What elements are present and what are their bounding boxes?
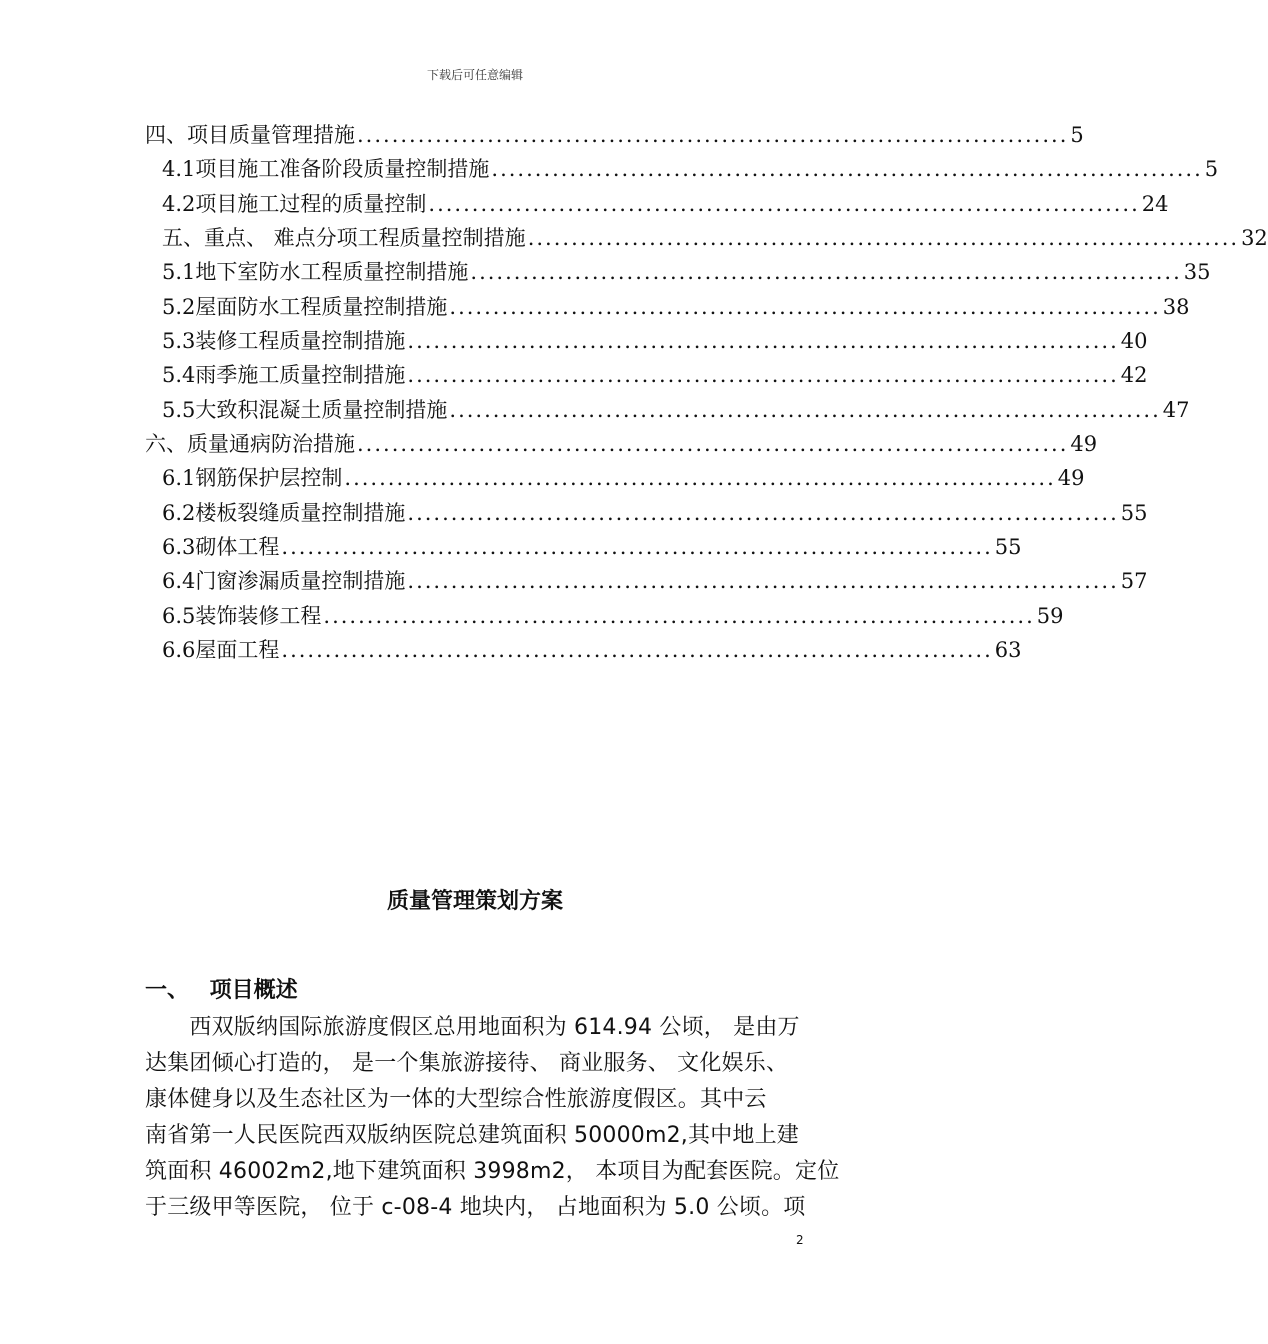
toc-number: 6.1	[162, 466, 196, 490]
toc-title: 楼板裂缝质量控制措施	[195, 501, 406, 525]
toc-page: 32	[1241, 226, 1268, 250]
toc-number: 5.3	[162, 329, 196, 353]
body-paragraph	[145, 1010, 840, 1226]
toc-title: 项目质量管理措施	[187, 123, 355, 147]
toc-leader: ..................................................................................	[428, 192, 1140, 216]
toc-title: 重点、 难点分项工程质量控制措施	[204, 226, 526, 250]
toc-entry[interactable]	[162, 601, 1064, 631]
section-title: 项目概述	[209, 978, 298, 1003]
toc-title: 屋面防水工程质量控制措施	[195, 295, 448, 319]
toc-number: 6.4	[162, 569, 196, 593]
toc-page: 55	[1120, 501, 1148, 525]
toc-title: 项目施工过程的质量控制	[195, 192, 427, 216]
toc-entry[interactable]	[162, 498, 1148, 528]
toc-number: 六、	[145, 432, 187, 456]
toc-title: 地下室防水工程质量控制措施	[195, 260, 469, 284]
page-number: 2	[796, 1233, 804, 1247]
toc-number: 5.2	[162, 295, 196, 319]
toc-number: 6.2	[162, 501, 196, 525]
toc-title: 项目施工准备阶段质量控制措施	[195, 157, 490, 181]
toc-leader: ..................................................................................	[357, 432, 1069, 456]
document-title: 质量管理策划方案	[386, 889, 563, 914]
toc-title: 砌体工程	[195, 535, 280, 559]
toc-page: 5	[1070, 123, 1084, 147]
toc-number: 5.4	[162, 363, 196, 387]
toc-number: 5.1	[162, 260, 196, 284]
toc-leader: ..................................................................................	[527, 226, 1240, 250]
toc-page: 59	[1036, 604, 1064, 628]
body-line: 筑面积 46002m2,地下建筑面积 3998m2， 本项目为配套医院。定位	[145, 1159, 840, 1184]
toc-number: 6.6	[162, 638, 196, 662]
toc-title: 装饰装修工程	[195, 604, 322, 628]
toc-page: 55	[994, 535, 1022, 559]
toc-number: 5.5	[162, 398, 196, 422]
toc-number: 4.1	[162, 157, 196, 181]
toc-leader: ..................................................................................	[344, 466, 1056, 490]
toc-number: 6.3	[162, 535, 196, 559]
toc-title: 大致积混凝土质量控制措施	[195, 398, 448, 422]
toc-leader: ..................................................................................	[449, 398, 1161, 422]
toc-entry[interactable]	[145, 429, 1098, 459]
header-note: 下载后可任意编辑	[426, 68, 523, 82]
toc-page: 42	[1120, 363, 1148, 387]
toc-page: 38	[1162, 295, 1190, 319]
toc-title: 门窗渗漏质量控制措施	[195, 569, 406, 593]
toc-entry[interactable]	[162, 257, 1211, 287]
toc-number: 五、	[162, 226, 204, 250]
section-number: 一、	[145, 978, 190, 1003]
toc-page: 49	[1057, 466, 1085, 490]
toc-title: 装修工程质量控制措施	[195, 329, 406, 353]
toc-leader: ..................................................................................	[407, 329, 1119, 353]
toc-leader: ..................................................................................	[407, 363, 1119, 387]
toc-entry[interactable]	[162, 326, 1148, 356]
body-line: 西双版纳国际旅游度假区总用地面积为 614.94 公顷， 是由万	[145, 1015, 800, 1040]
toc-entry[interactable]	[162, 360, 1148, 390]
toc-number: 6.5	[162, 604, 196, 628]
body-line: 于三级甲等医院， 位于 c-08-4 地块内， 占地面积为 5.0 公顷。项	[145, 1195, 806, 1220]
toc-entry[interactable]	[162, 635, 1022, 665]
toc-entry[interactable]	[162, 566, 1148, 596]
toc-leader: ..................................................................................	[323, 604, 1035, 628]
toc-page: 57	[1120, 569, 1148, 593]
toc-entry[interactable]	[145, 120, 1084, 150]
toc-title: 质量通病防治措施	[187, 432, 355, 456]
toc-entry[interactable]	[162, 395, 1190, 425]
toc-page: 35	[1183, 260, 1211, 284]
toc-title: 钢筋保护层控制	[195, 466, 343, 490]
toc-page: 40	[1120, 329, 1148, 353]
toc-leader: ..................................................................................	[491, 157, 1203, 181]
toc-page: 47	[1162, 398, 1190, 422]
body-line: 南省第一人民医院西双版纳医院总建筑面积 50000m2,其中地上建	[145, 1123, 800, 1148]
toc-number: 4.2	[162, 192, 196, 216]
toc-entry[interactable]	[162, 189, 1169, 219]
toc-page: 24	[1141, 192, 1169, 216]
toc-entry[interactable]	[162, 223, 1268, 253]
toc-leader: ..................................................................................	[470, 260, 1182, 284]
toc-page: 5	[1204, 157, 1219, 181]
section-heading	[145, 973, 298, 1004]
toc-leader: ..................................................................................	[281, 638, 993, 662]
toc-entry[interactable]	[162, 154, 1219, 184]
toc-leader: ..................................................................................	[407, 501, 1119, 525]
toc-title: 雨季施工质量控制措施	[195, 363, 406, 387]
toc-leader: ..................................................................................	[449, 295, 1161, 319]
body-line: 达集团倾心打造的， 是一个集旅游接待、 商业服务、 文化娱乐、	[145, 1051, 789, 1076]
toc-leader: ..................................................................................	[407, 569, 1119, 593]
toc-leader: ..................................................................................	[281, 535, 993, 559]
toc-entry[interactable]	[162, 532, 1022, 562]
toc-leader: ..................................................................................	[357, 123, 1069, 147]
body-line: 康体健身以及生态社区为一体的大型综合性旅游度假区。其中云	[145, 1087, 767, 1112]
toc-number: 四、	[145, 123, 187, 147]
toc-entry[interactable]	[162, 463, 1085, 493]
toc-entry[interactable]	[162, 292, 1190, 322]
toc-title: 屋面工程	[195, 638, 280, 662]
toc-page: 49	[1070, 432, 1098, 456]
toc-page: 63	[994, 638, 1022, 662]
